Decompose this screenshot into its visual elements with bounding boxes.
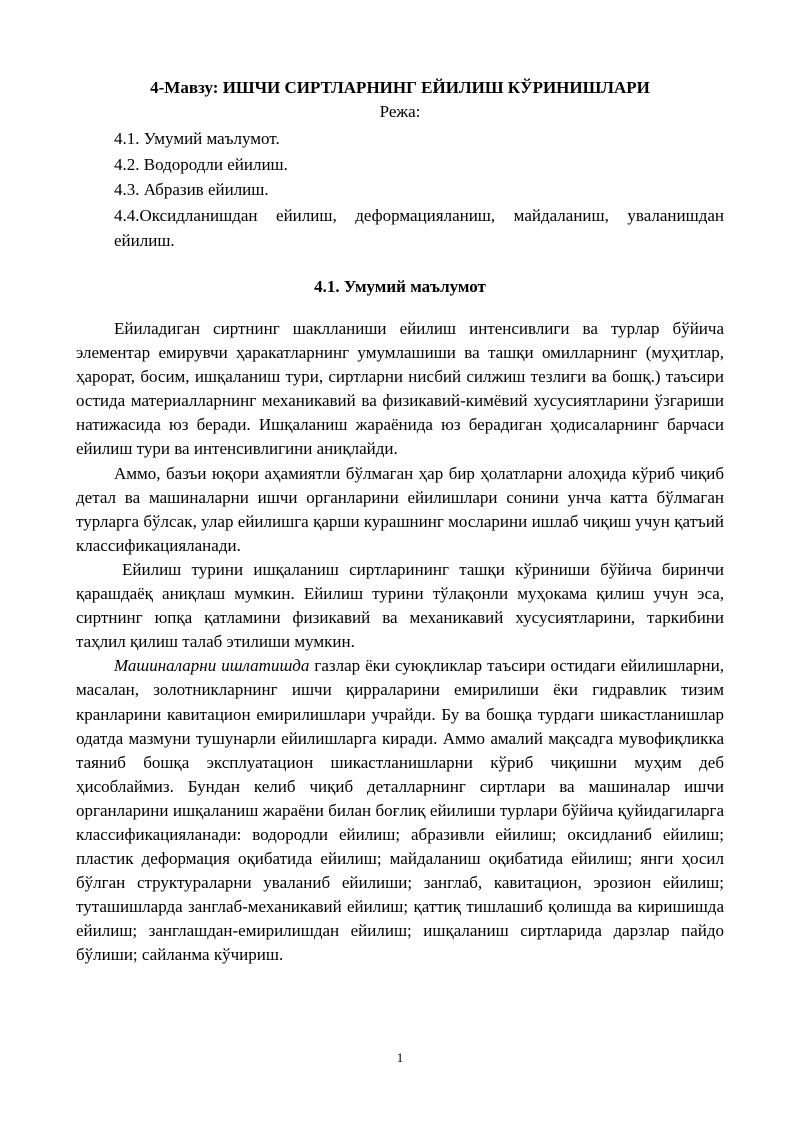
paragraph (76, 654, 724, 967)
page-number: 1 (396, 1050, 404, 1065)
plan-heading: Режа: (379, 102, 421, 121)
paragraph: Ейилиш турини ишқаланиш сиртларининг ташқи кўриниши бўйича биринчи қарашдаёқ аниқлаш мумкин. Ейилиш турини тўлақонли муҳокама қилиш учун эса, сиртнинг юпқа қатламини физикавий ва механикавий хусусиятларини, таркибини таҳлил қилиш талаб этилиши мумкин. (76, 559, 724, 652)
plan-item: 4.2. Водородли ейилиш. (114, 154, 288, 174)
paragraph: Ейиладиган сиртнинг шаклланиши ейилиш интенсивлиги ва турлар бўйича элементар емирувчи ҳаракатларнинг умумлашиши ва ташқи омилларнинг (муҳитлар, ҳарорат, босим, ишқаланиш тури, сиртларни нисбий силжиш тезлиги ва бошқ.) таъсири остида материалларнинг механикавий ва физикавий-кимёвий хусусиятларини ўзгариши натижасида юз беради. Ишқаланиш жараёнида юз берадиган ҳодисаларнинг барчаси ейилиш тури ва интенсивлигини аниқлайди. (76, 319, 724, 459)
document-title: 4-Мавзу: ИШЧИ СИРТЛАРНИНГ ЕЙИЛИШ КЎРИНИШЛАРИ (150, 78, 650, 97)
plan-item: 4.4.Оксидланишдан ейилиш, деформацияланиш, майдаланиш, уваланишдан ейилиш. (114, 205, 724, 250)
paragraph-rest: газлар ёки суюқликлар таъсири остидаги ейилишларни, масалан, золотникларнинг ишчи қирраларини емирилиши ёки гидравлик тизим кранларини кавитацион емирилишлари учрайди. Бу ва бошқа турдаги шикастланишлар одатда мазмуни тушунарли ейилишларга киради. Аммо амалий мақсадга мувофиқликка таяниб бошқа эксплуатацион шикастланишларни кўриб чиқишни муҳим деб ҳисоблаймиз. Бундан келиб чиқиб деталларнинг сиртлари ва машиналар ишчи органларини ишқаланиш жараёни билан боғлиқ ейилиши турлари бўйича қуйидагиларга классификацияланади: водородли ейилиш; абразивли ейилиш; оксидланиб ейилиш; пластик деформация оқибатида ейилиш; майдаланиш оқибатида ейилиш; янги ҳосил бўлган структураларни уваланиб ейилиши; занглаб, кавитацион, эрозион ейилиш; туташишларда занглаб-механикавий ейилиш; қаттиқ тишлашиб қолишда ва киришишда ейилиш; занглашдан-емирилишдан ейилиш; ишқаланиш сиртларида дарзлар пайдо бўлиши; сайланма кўчириш. (76, 656, 724, 965)
plan-item: 4.3. Абразив ейилиш. (114, 180, 269, 199)
plan-list (76, 126, 724, 254)
italic-lead: Машиналарни ишлатишда (114, 656, 310, 676)
section-heading: 4.1. Умумий маълумот (314, 277, 486, 296)
plan-item: 4.1. Умумий маълумот. (114, 129, 280, 148)
paragraph: Аммо, базъи юқори аҳамиятли бўлмаган ҳар бир ҳолатларни алоҳида кўриб чиқиб детал ва машиналарни ишчи органларини ейилишлари сонини унча катта бўлмаган турларга бўлсак, улар ейилишга қарши курашнинг мосларини ишлаб чиқиш учун қатъий классификацияланади. (76, 463, 724, 555)
body-text (76, 317, 724, 968)
